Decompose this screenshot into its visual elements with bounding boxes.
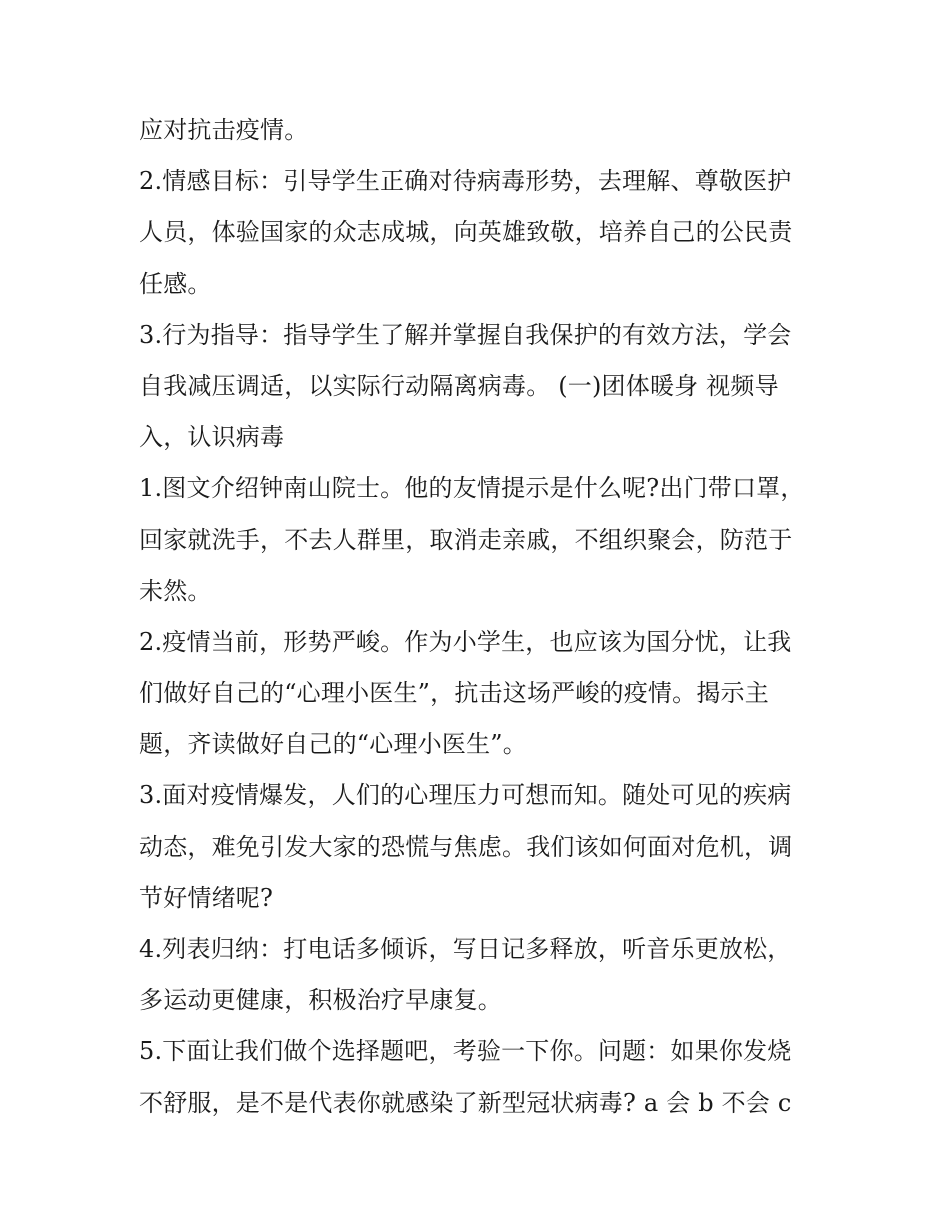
text-line: 节好情绪呢? — [139, 883, 274, 912]
text-line: 5.下面让我们做个选择题吧，考验一下你。问题：如果你发烧 — [139, 1037, 792, 1066]
text-line: 应对抗击疫情。 — [139, 116, 309, 144]
text-line: 多运动更健康，积极治疗早康复。 — [139, 986, 502, 1015]
text-line: 3.行为指导：指导学生了解并掌握自我保护的有效方法，学会 — [139, 320, 792, 349]
text-line: 动态，难免引发大家的恐慌与焦虑。我们该如何面对危机，调 — [139, 832, 793, 861]
text-line: 3.面对疫情爆发，人们的心理压力可想而知。随处可见的疾病 — [139, 781, 792, 810]
text-line: 不舒服，是不是代表你就感染了新型冠状病毒? a 会 b 不会 c — [139, 1088, 792, 1117]
text-line: 未然。 — [139, 576, 212, 605]
text-line: 2.情感目标：引导学生正确对待病毒形势，去理解、尊敬医护 — [139, 167, 792, 196]
text-line: 题，齐读做好自己的“心理小医生”。 — [139, 730, 527, 759]
document-body — [139, 105, 819, 1129]
text-line: 任感。 — [139, 269, 212, 298]
text-line: 4.列表归纳：打电话多倾诉，写日记多释放，听音乐更放松， — [139, 935, 792, 963]
text-line: 们做好自己的“心理小医生”，抗击这场严峻的疫情。揭示主 — [139, 679, 769, 708]
text-line: 入，认识病毒 — [139, 423, 285, 452]
text-line: 2.疫情当前，形势严峻。作为小学生，也应该为国分忧，让我 — [139, 627, 792, 656]
text-line: 回家就洗手，不去人群里，取消走亲戚，不组织聚会，防范于 — [139, 525, 793, 554]
text-line: 人员，体验国家的众志成城，向英雄致敬，培养自己的公民责 — [139, 218, 793, 247]
text-line: 1.图文介绍钟南山院士。他的友情提示是什么呢?出门带口罩， — [139, 474, 805, 503]
text-line: 自我减压调适，以实际行动隔离病毒。 (一)团体暖身 视频导 — [139, 371, 779, 400]
